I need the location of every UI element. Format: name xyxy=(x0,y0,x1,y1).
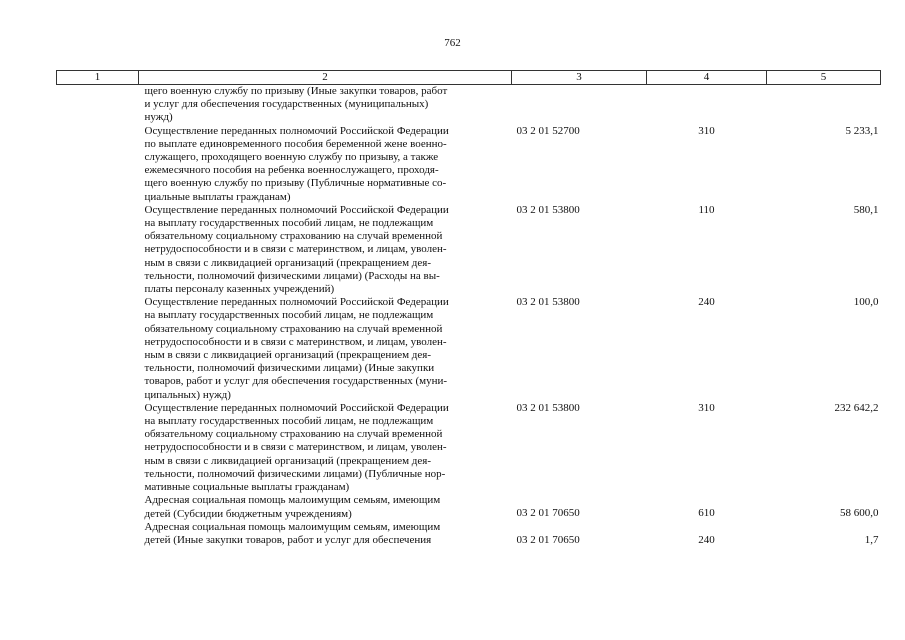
target-article-code: 03 2 01 53800 xyxy=(516,203,580,216)
expense-type-code: 110 xyxy=(698,203,715,216)
table-row xyxy=(57,85,881,125)
column-number-2: 2 xyxy=(139,71,512,85)
description-line: обязательному социальному страхованию на случай временной xyxy=(144,230,443,243)
expense-description xyxy=(139,296,512,402)
description-line: Адресная социальная помощь малоимущим семьям, имеющим xyxy=(144,520,441,533)
expense-description xyxy=(139,521,512,547)
description-line: и услуг для обеспечения государственных (муниципальных) xyxy=(144,98,429,111)
target-article-code xyxy=(512,85,647,125)
blank-cell xyxy=(57,85,139,125)
expense-type-code xyxy=(647,85,767,125)
expense-description xyxy=(139,85,512,125)
description-line: детей (Субсидии бюджетным учреждениям) xyxy=(144,507,352,520)
expense-description xyxy=(139,402,512,494)
description-line: циальные выплаты гражданам) xyxy=(144,190,291,203)
description-line: нужд) xyxy=(144,111,173,124)
table-row xyxy=(57,296,881,402)
description-line: Осуществление переданных полномочий Российской Федерации xyxy=(144,296,449,309)
target-article-code: 03 2 01 70650 xyxy=(516,507,580,520)
column-number-5: 5 xyxy=(767,71,881,85)
amount-value: 100,0 xyxy=(853,296,879,309)
description-line: ным в связи с ликвидацией организаций (прекращением дея- xyxy=(144,454,431,467)
description-line: Адресная социальная помощь малоимущим семьям, имеющим xyxy=(144,494,441,507)
amount-value: 5 233,1 xyxy=(845,124,879,137)
blank-cell xyxy=(57,402,139,494)
amount-value: 1,7 xyxy=(864,533,879,546)
description-line: Осуществление переданных полномочий Российской Федерации xyxy=(144,401,449,414)
description-line: товаров, работ и услуг для обеспечения государственных (муни- xyxy=(144,375,448,388)
amount-value: 58 600,0 xyxy=(840,507,879,520)
table-row xyxy=(57,402,881,494)
target-article-code: 03 2 01 70650 xyxy=(516,533,580,546)
description-line: платы персоналу казенных учреждений) xyxy=(144,283,335,296)
description-line: на выплату государственных пособий лицам, не подлежащим xyxy=(144,415,434,428)
expense-type-code: 310 xyxy=(698,401,715,414)
blank-cell xyxy=(57,494,139,520)
expense-type-code: 610 xyxy=(698,507,715,520)
column-number-3: 3 xyxy=(512,71,647,85)
description-line: щего военную службу по призыву (Публичные нормативные со- xyxy=(144,177,447,190)
table-row xyxy=(57,494,881,520)
description-line: нетрудоспособности и в связи с материнством, и лицам, уволен- xyxy=(144,441,447,454)
column-number-1: 1 xyxy=(57,71,139,85)
table-body xyxy=(57,85,881,548)
target-article-code: 03 2 01 53800 xyxy=(516,401,580,414)
target-article-code: 03 2 01 53800 xyxy=(516,296,580,309)
target-article-code: 03 2 01 52700 xyxy=(516,124,580,137)
description-line: нетрудоспособности и в связи с материнством, и лицам, уволен- xyxy=(144,335,447,348)
expense-type-code: 240 xyxy=(698,533,715,546)
description-line: детей (Иные закупки товаров, работ и услуг для обеспечения xyxy=(144,533,432,546)
description-line: тельности, полномочий физическими лицами) (Публичные нор- xyxy=(144,467,446,480)
description-line: Осуществление переданных полномочий Российской Федерации xyxy=(144,203,449,216)
expense-description xyxy=(139,125,512,204)
expense-type-code: 310 xyxy=(698,124,715,137)
description-line: ципальных) нужд) xyxy=(144,388,231,401)
description-line: ным в связи с ликвидацией организаций (прекращением дея- xyxy=(144,256,431,269)
description-line: ным в связи с ликвидацией организаций (прекращением дея- xyxy=(144,349,431,362)
amount-value: 580,1 xyxy=(853,203,879,216)
table-row xyxy=(57,204,881,296)
blank-cell xyxy=(57,521,139,547)
description-line: обязательному социальному страхованию на случай временной xyxy=(144,322,443,335)
table-row xyxy=(57,521,881,547)
description-line: нетрудоспособности и в связи с материнством, и лицам, уволен- xyxy=(144,243,447,256)
description-line: ежемесячного пособия на ребенка военнослужащего, проходя- xyxy=(144,164,439,177)
description-line: по выплате единовременного пособия беременной жене военно- xyxy=(144,137,447,150)
column-number-4: 4 xyxy=(647,71,767,85)
budget-table xyxy=(56,70,881,547)
description-line: обязательному социальному страхованию на случай временной xyxy=(144,428,443,441)
blank-cell xyxy=(57,204,139,296)
description-line: Осуществление переданных полномочий Российской Федерации xyxy=(144,124,449,137)
blank-cell xyxy=(57,125,139,204)
blank-cell xyxy=(57,296,139,402)
expense-description xyxy=(139,494,512,520)
description-line: служащего, проходящего военную службу по призыву, а также xyxy=(144,151,439,164)
expense-type-code: 240 xyxy=(698,296,715,309)
expense-description xyxy=(139,204,512,296)
page-number: 762 xyxy=(444,37,461,49)
amount-value xyxy=(767,85,881,125)
table-row xyxy=(57,125,881,204)
description-line: на выплату государственных пособий лицам, не подлежащим xyxy=(144,217,434,230)
description-line: щего военную службу по призыву (Иные закупки товаров, работ xyxy=(144,85,448,97)
description-line: на выплату государственных пособий лицам, не подлежащим xyxy=(144,309,434,322)
amount-value: 232 642,2 xyxy=(834,401,879,414)
description-line: тельности, полномочий физическими лицами) (Расходы на вы- xyxy=(144,269,440,282)
description-line: тельности, полномочий физическими лицами) (Иные закупки xyxy=(144,362,435,375)
column-number-row xyxy=(57,71,881,85)
description-line: мативные социальные выплаты гражданам) xyxy=(144,481,350,494)
